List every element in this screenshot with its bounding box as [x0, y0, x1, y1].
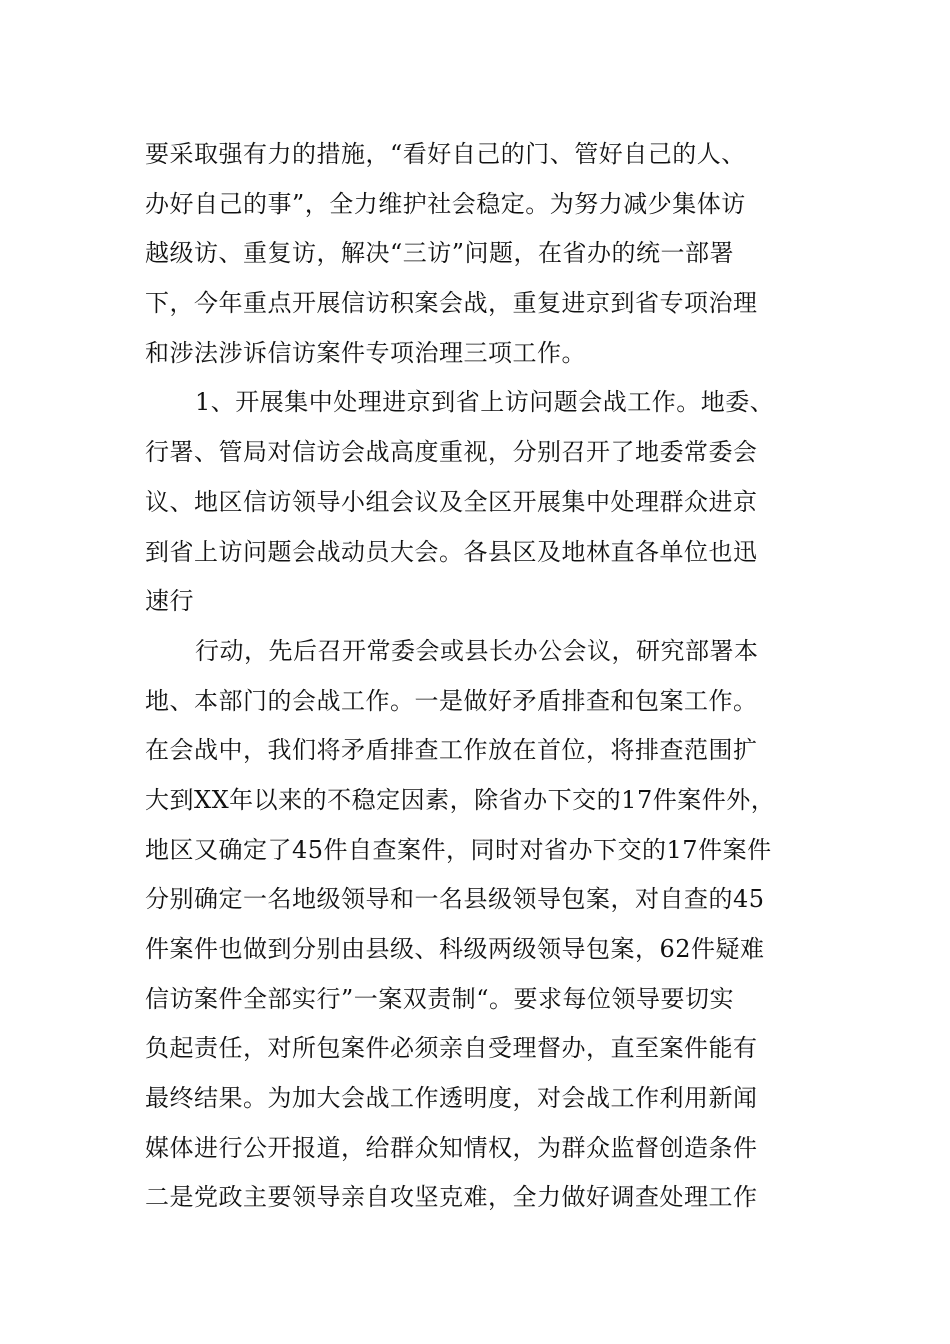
text-line: 分别确定一名地级领导和一名县级领导包案，对自查的45	[145, 885, 765, 914]
text-line: 地、本部门的会战工作。一是做好矛盾排查和包案工作。	[145, 686, 758, 715]
text-line: 议、地区信访领导小组会议及全区开展集中处理群众进京	[145, 487, 758, 516]
text-line: 件案件也做到分别由县级、科级两级领导包案，62件疑难	[145, 935, 765, 963]
text-line: 负起责任，对所包案件必须亲自受理督办，直至案件能有	[145, 1034, 758, 1063]
text-line: 地区又确定了45件自查案件，同时对省办下交的17件案件	[145, 835, 772, 864]
text-line: 在会战中，我们将矛盾排查工作放在首位，将排查范围扩	[145, 736, 758, 765]
text-line: 到省上访问题会战动员大会。各县区及地林直各单位也迅	[145, 537, 758, 566]
document-body	[145, 130, 815, 1223]
text-line: 二是党政主要领导亲自攻坚克难，全力做好调查处理工作	[145, 1183, 758, 1212]
text-line: 和涉法涉诉信访案件专项治理三项工作。	[145, 338, 586, 367]
text-line: 速行	[145, 587, 194, 616]
text-line: 大到XX年以来的不稳定因素，除省办下交的17件案件外，	[145, 785, 776, 814]
text-line: 1、开展集中处理进京到省上访问题会战工作。地委、	[195, 388, 775, 417]
text-line: 要采取强有力的措施，“看好自己的门、管好自己的人、	[145, 140, 746, 168]
text-line: 越级访、重复访，解决“三访”问题，在省办的统一部署	[145, 239, 735, 268]
text-line: 信访案件全部实行”一案双责制“。要求每位领导要切实	[145, 984, 735, 1013]
text-line: 行动，先后召开常委会或县长办公会议，研究部署本	[195, 636, 759, 665]
text-line: 媒体进行公开报道，给群众知情权，为群众监督创造条件	[145, 1133, 758, 1162]
text-line: 最终结果。为加大会战工作透明度，对会战工作利用新闻	[145, 1084, 758, 1113]
text-line: 行署、管局对信访会战高度重视，分别召开了地委常委会	[145, 438, 758, 467]
text-line: 下，今年重点开展信访积案会战，重复进京到省专项治理	[145, 289, 758, 318]
text-line: 办好自己的事”，全力维护社会稳定。为努力减少集体访	[145, 189, 746, 218]
